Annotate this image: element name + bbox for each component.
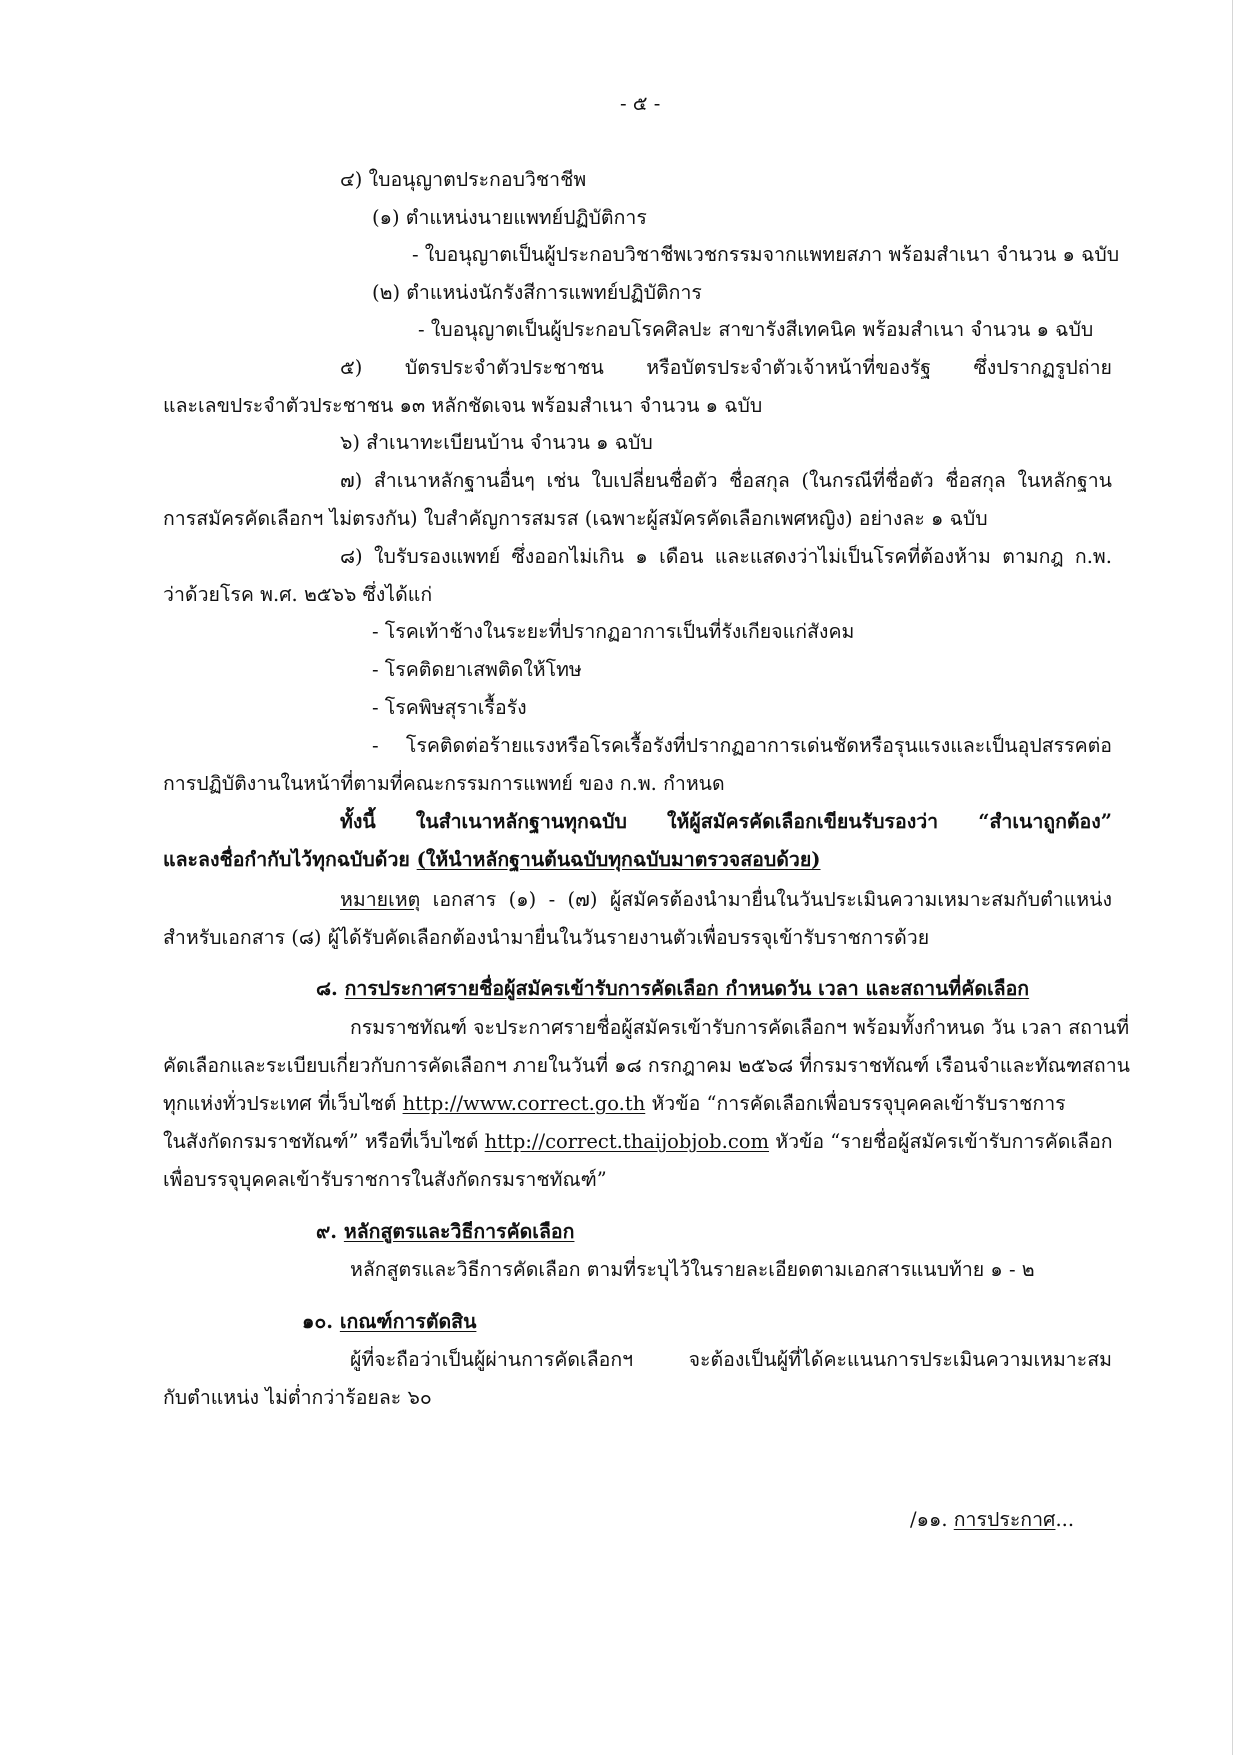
section-10-heading xyxy=(302,1310,476,1334)
item-4-heading: ๔) ใบอนุญาตประกอบวิชาชีพ xyxy=(340,168,587,191)
remark-text: เอกสาร (๑) - (๗) ผู้สมัครต้องนำมายื่นในวันประเมินความเหมาะสมกับตำแหน่ง xyxy=(420,888,1112,911)
item-8-line-2: ว่าด้วยโรค พ.ศ. ๒๕๖๖ ซึ่งได้แก่ xyxy=(163,583,433,606)
section-8-line-4 xyxy=(163,1130,1113,1154)
continuation-marker xyxy=(910,1508,1074,1532)
item-7-line-1: ๗) สำเนาหลักฐานอื่นๆ เช่น ใบเปลี่ยนชื่อตัว ชื่อสกุล (ในกรณีที่ชื่อตัว ชื่อสกุล ในหลักฐาน xyxy=(340,469,1112,492)
section-9-title: หลักสูตรและวิธีการคัดเลือก xyxy=(343,1220,575,1243)
disease-item-1: - โรคเท้าช้างในระยะที่ปรากฏอาการเป็นที่รังเกียจแก่สังคม xyxy=(372,620,855,643)
section-8-heading xyxy=(316,977,1029,1001)
item-4-sub-1: (๑) ตำแหน่งนายแพทย์ปฏิบัติการ xyxy=(372,206,647,229)
continuation-prefix: /๑๑. xyxy=(910,1508,954,1531)
section-10-line-1: ผู้ที่จะถือว่าเป็นผู้ผ่านการคัดเลือกฯ จะต้องเป็นผู้ที่ได้คะแนนการประเมินความเหมาะสม xyxy=(350,1348,1112,1371)
section-8-title: การประกาศรายชื่อผู้สมัครเข้ารับการคัดเลือก กำหนดวัน เวลา และสถานที่คัดเลือก xyxy=(344,977,1030,1000)
item-6: ๖) สำเนาทะเบียนบ้าน จำนวน ๑ ฉบับ xyxy=(340,431,653,454)
continuation-text: การประกาศ xyxy=(953,1508,1056,1531)
section-9-heading xyxy=(316,1220,574,1244)
section-9-number: ๙. xyxy=(316,1220,344,1243)
disease-item-2: - โรคติดยาเสพติดให้โทษ xyxy=(372,658,582,681)
certify-line-2 xyxy=(163,848,820,872)
certify-text: และลงชื่อกำกับไว้ทุกฉบับด้วย xyxy=(163,848,417,871)
section-8-line-2: คัดเลือกและระเบียบเกี่ยวกับการคัดเลือกฯ ภายในวันที่ ๑๘ กรกฎาคม ๒๕๖๘ ที่กรมราชทัณฑ์ เรือนจำและทัณฑสถาน xyxy=(163,1054,1131,1077)
disease-item-4-line-1: - โรคติดต่อร้ายแรงหรือโรคเรื้อรังที่ปรากฏอาการเด่นชัดหรือรุนแรงและเป็นอุปสรรคต่อ xyxy=(372,734,1112,757)
section-8-line-3-text-b: หัวข้อ “การคัดเลือกเพื่อบรรจุบุคคลเข้ารับราชการ xyxy=(645,1092,1066,1115)
item-8-line-1: ๘) ใบรับรองแพทย์ ซึ่งออกไม่เกิน ๑ เดือน และแสดงว่าไม่เป็นโรคที่ต้องห้าม ตามกฎ ก.พ. xyxy=(340,545,1112,568)
certify-line-1: ทั้งนี้ ในสำเนาหลักฐานทุกฉบับ ให้ผู้สมัครคัดเลือกเขียนรับรองว่า “สำเนาถูกต้อง” xyxy=(340,810,1112,833)
section-10-number: ๑๐. xyxy=(302,1310,340,1333)
section-8-line-4-text-a: ในสังกัดกรมราชทัณฑ์” หรือที่เว็บไซต์ xyxy=(163,1130,485,1153)
item-4-sub-2-detail: - ใบอนุญาตเป็นผู้ประกอบโรคศิลปะ สาขารังสีเทคนิค พร้อมสำเนา จำนวน ๑ ฉบับ xyxy=(418,318,1094,341)
remark-line-2: สำหรับเอกสาร (๘) ผู้ได้รับคัดเลือกต้องนำมายื่นในวันรายงานตัวเพื่อบรรจุเข้ารับราชการด้วย xyxy=(163,926,930,949)
correct-website-link[interactable]: http://www.correct.go.th xyxy=(402,1092,646,1115)
section-8-line-1: กรมราชทัณฑ์ จะประกาศรายชื่อผู้สมัครเข้ารับการคัดเลือกฯ พร้อมทั้งกำหนด วัน เวลา สถานที่ xyxy=(350,1016,1130,1039)
item-7-line-2: การสมัครคัดเลือกฯ ไม่ตรงกัน) ใบสำคัญการสมรส (เฉพาะผู้สมัครคัดเลือกเพศหญิง) อย่างละ ๑ ฉบับ xyxy=(163,507,988,530)
item-5-line-1: ๕) บัตรประจำตัวประชาชน หรือบัตรประจำตัวเจ้าหน้าที่ของรัฐ ซึ่งปรากฏรูปถ่าย xyxy=(340,356,1112,379)
disease-item-4-line-2: การปฏิบัติงานในหน้าที่ตามที่คณะกรรมการแพทย์ ของ ก.พ. กำหนด xyxy=(163,772,725,795)
section-10-title: เกณฑ์การตัดสิน xyxy=(339,1310,477,1333)
remark-label: หมายเหตุ xyxy=(340,888,421,911)
section-8-line-3 xyxy=(163,1092,1066,1116)
disease-item-3: - โรคพิษสุราเรื้อรัง xyxy=(372,696,527,719)
remark-line-1 xyxy=(340,888,1112,912)
section-10-line-2: กับตำแหน่ง ไม่ต่ำกว่าร้อยละ ๖๐ xyxy=(163,1386,432,1409)
section-9-line-1: หลักสูตรและวิธีการคัดเลือก ตามที่ระบุไว้ในรายละเอียดตามเอกสารแนบท้าย ๑ - ๒ xyxy=(350,1258,1035,1281)
section-8-line-5: เพื่อบรรจุบุคคลเข้ารับราชการในสังกัดกรมราชทัณฑ์” xyxy=(163,1168,607,1191)
continuation-suffix: ... xyxy=(1055,1508,1075,1531)
item-4-sub-1-detail: - ใบอนุญาตเป็นผู้ประกอบวิชาชีพเวชกรรมจากแพทยสภา พร้อมสำเนา จำนวน ๑ ฉบับ xyxy=(412,243,1120,266)
item-5-line-2: และเลขประจำตัวประชาชน ๑๓ หลักชัดเจน พร้อมสำเนา จำนวน ๑ ฉบับ xyxy=(163,394,763,417)
certify-underlined-note: (ให้นำหลักฐานต้นฉบับทุกฉบับมาตรวจสอบด้วย) xyxy=(416,848,821,871)
item-4-sub-2: (๒) ตำแหน่งนักรังสีการแพทย์ปฏิบัติการ xyxy=(372,281,702,304)
section-8-line-3-text-a: ทุกแห่งทั่วประเทศ ที่เว็บไซต์ xyxy=(163,1092,403,1115)
page-number: - ๕ - xyxy=(620,92,661,115)
section-8-number: ๘. xyxy=(316,977,345,1000)
thaijobjob-website-link[interactable]: http://correct.thaijobjob.com xyxy=(484,1130,770,1153)
section-8-line-4-text-b: หัวข้อ “รายชื่อผู้สมัครเข้ารับการคัดเลือก xyxy=(769,1130,1113,1153)
